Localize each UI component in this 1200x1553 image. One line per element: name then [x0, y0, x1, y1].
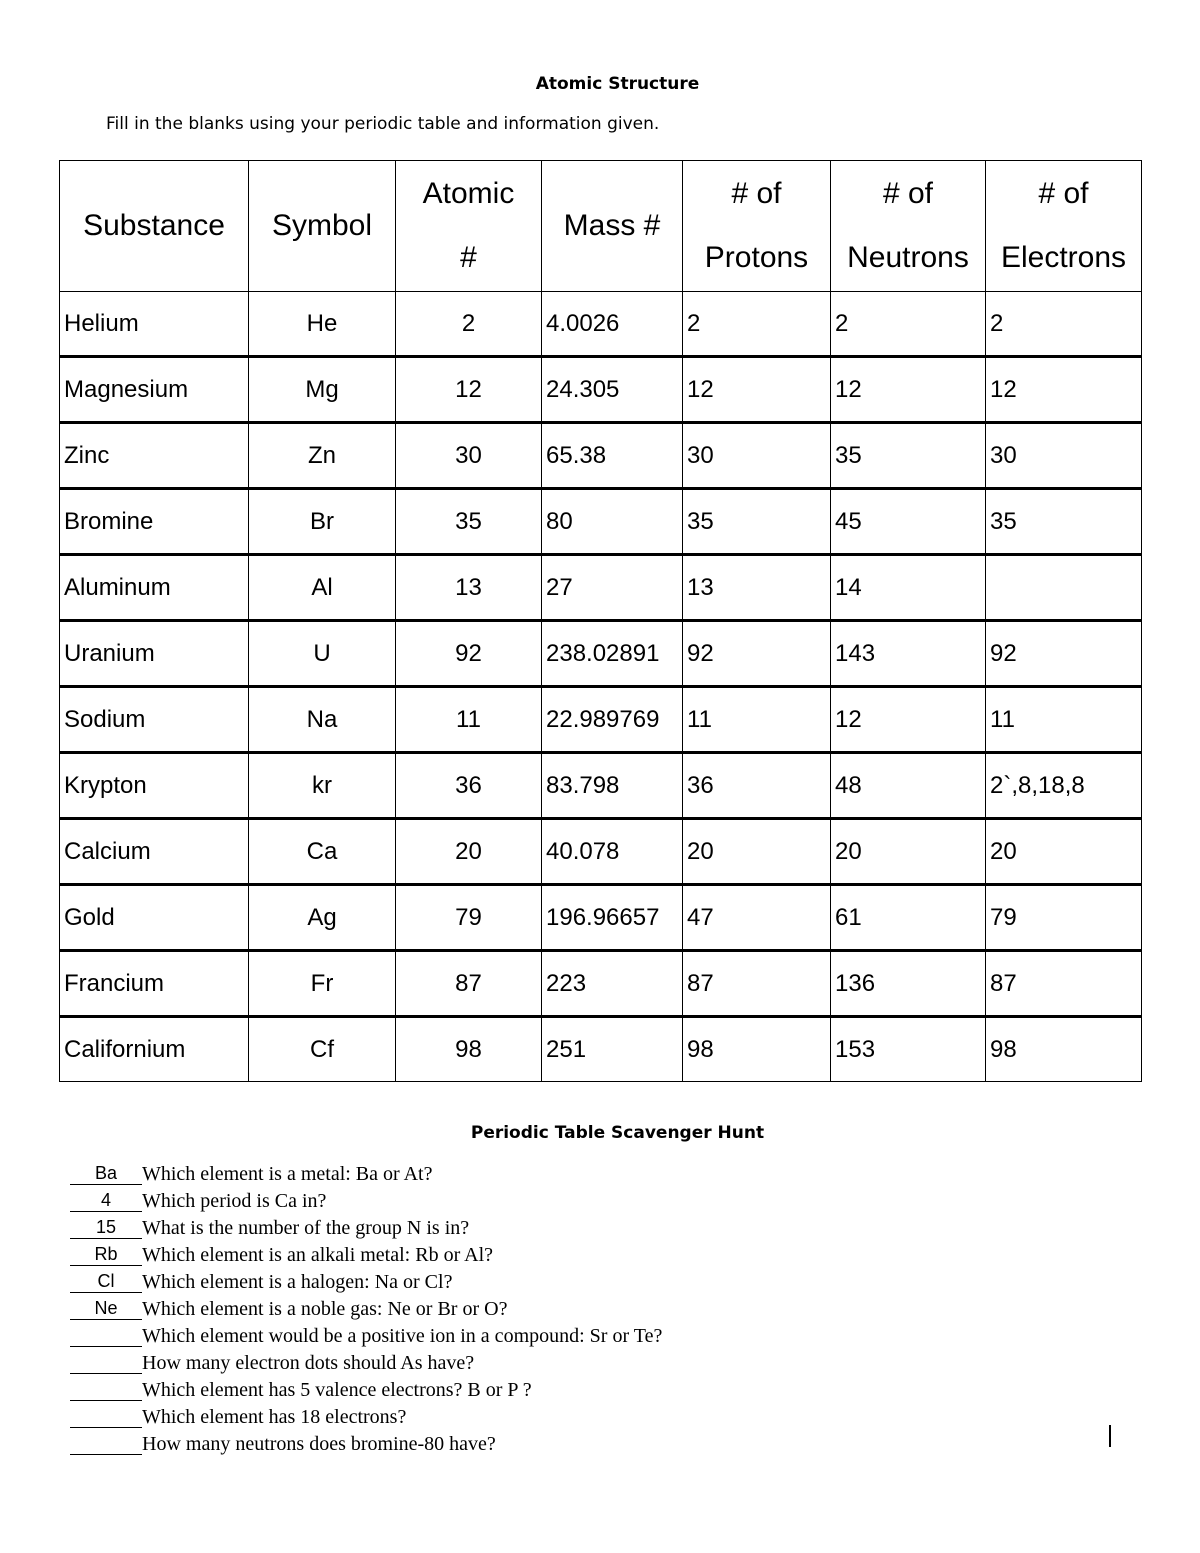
table-row [60, 819, 1142, 885]
table-row [60, 1017, 1142, 1082]
question-text: Which element is an alkali metal: Rb or Al? [142, 1244, 494, 1266]
table-header-row [60, 161, 1142, 292]
header-mass-number [542, 161, 683, 292]
cell-protons[interactable]: 47 [683, 885, 831, 951]
hunt-question [70, 1293, 1070, 1320]
cell-electrons[interactable] [986, 555, 1142, 621]
question-text: How many electron dots should As have? [142, 1352, 475, 1374]
cell-atomic-number[interactable]: 2 [396, 292, 542, 357]
table-row [60, 621, 1142, 687]
cell-symbol[interactable]: Fr [249, 951, 396, 1017]
cell-symbol[interactable]: Al [249, 555, 396, 621]
cell-mass-number[interactable]: 196.96657 [542, 885, 683, 951]
cell-atomic-number[interactable]: 92 [396, 621, 542, 687]
cell-mass-number[interactable]: 40.078 [542, 819, 683, 885]
cell-mass-number[interactable]: 238.02891 [542, 621, 683, 687]
header-label: Mass # [563, 209, 661, 242]
instructions: Fill in the blanks using your periodic table and information given. [106, 114, 660, 134]
cell-substance[interactable]: Zinc [60, 423, 249, 489]
cell-symbol[interactable]: Ag [249, 885, 396, 951]
cell-atomic-number[interactable]: 12 [396, 357, 542, 423]
question-text: Which period is Ca in? [142, 1190, 327, 1212]
cell-atomic-number[interactable]: 87 [396, 951, 542, 1017]
cell-protons[interactable]: 12 [683, 357, 831, 423]
cell-electrons[interactable]: 2 [986, 292, 1142, 357]
cell-protons[interactable]: 13 [683, 555, 831, 621]
cell-substance[interactable]: Uranium [60, 621, 249, 687]
cell-atomic-number[interactable]: 98 [396, 1017, 542, 1082]
answer-blank[interactable] [70, 1351, 142, 1374]
cell-neutrons[interactable]: 45 [831, 489, 986, 555]
cell-atomic-number[interactable]: 13 [396, 555, 542, 621]
cell-atomic-number[interactable]: 11 [396, 687, 542, 753]
table-row [60, 753, 1142, 819]
cell-mass-number[interactable]: 223 [542, 951, 683, 1017]
cell-substance[interactable]: Californium [60, 1017, 249, 1082]
question-text: Which element would be a positive ion in a compound: Sr or Te? [142, 1325, 663, 1347]
cell-atomic-number[interactable]: 20 [396, 819, 542, 885]
answer-blank[interactable]: 15 [70, 1216, 142, 1239]
table-row [60, 555, 1142, 621]
question-text: Which element is a metal: Ba or At? [142, 1163, 433, 1185]
hunt-question [70, 1428, 1070, 1455]
table-row [60, 357, 1142, 423]
answer-blank[interactable]: 4 [70, 1189, 142, 1212]
question-text: Which element has 18 electrons? [142, 1406, 407, 1428]
cell-substance[interactable]: Krypton [60, 753, 249, 819]
header-label: # of [731, 177, 782, 210]
question-text: Which element is a halogen: Na or Cl? [142, 1271, 453, 1293]
cell-substance[interactable]: Helium [60, 292, 249, 357]
cell-atomic-number[interactable]: 36 [396, 753, 542, 819]
text-cursor [1109, 1425, 1111, 1447]
cell-mass-number[interactable]: 4.0026 [542, 292, 683, 357]
table-row [60, 951, 1142, 1017]
answer-blank[interactable]: Cl [70, 1270, 142, 1293]
answer-blank[interactable]: Rb [70, 1243, 142, 1266]
cell-neutrons[interactable]: 14 [831, 555, 986, 621]
hunt-question [70, 1320, 1070, 1347]
cell-substance[interactable]: Francium [60, 951, 249, 1017]
question-text: What is the number of the group N is in? [142, 1217, 470, 1239]
cell-electrons[interactable]: 79 [986, 885, 1142, 951]
header-label: Electrons [1000, 241, 1127, 274]
cell-symbol[interactable]: U [249, 621, 396, 687]
cell-mass-number[interactable]: 22.989769 [542, 687, 683, 753]
header-protons [683, 161, 831, 292]
cell-substance[interactable]: Sodium [60, 687, 249, 753]
cell-mass-number[interactable]: 80 [542, 489, 683, 555]
header-label: # of [882, 177, 934, 210]
cell-electrons[interactable]: 87 [986, 951, 1142, 1017]
cell-substance[interactable]: Gold [60, 885, 249, 951]
hunt-question [70, 1374, 1070, 1401]
header-substance [60, 161, 249, 292]
answer-blank[interactable] [70, 1324, 142, 1347]
hunt-question [70, 1266, 1070, 1293]
table-row [60, 687, 1142, 753]
header-neutrons [831, 161, 986, 292]
cell-symbol[interactable]: Br [249, 489, 396, 555]
answer-blank[interactable] [70, 1432, 142, 1455]
cell-protons[interactable]: 35 [683, 489, 831, 555]
table-row [60, 423, 1142, 489]
cell-electrons[interactable]: 20 [986, 819, 1142, 885]
cell-electrons[interactable]: 98 [986, 1017, 1142, 1082]
cell-electrons[interactable]: 30 [986, 423, 1142, 489]
cell-symbol[interactable]: Mg [249, 357, 396, 423]
answer-blank[interactable]: Ba [70, 1162, 142, 1185]
table-row [60, 292, 1142, 357]
header-label: Atomic [422, 177, 515, 210]
cell-protons[interactable]: 30 [683, 423, 831, 489]
cell-mass-number[interactable]: 65.38 [542, 423, 683, 489]
cell-electrons[interactable]: 2`,8,18,8 [986, 753, 1142, 819]
cell-mass-number[interactable]: 24.305 [542, 357, 683, 423]
cell-protons[interactable]: 2 [683, 292, 831, 357]
cell-symbol[interactable]: Zn [249, 423, 396, 489]
hunt-question [70, 1401, 1070, 1428]
cell-neutrons[interactable]: 136 [831, 951, 986, 1017]
cell-electrons[interactable]: 35 [986, 489, 1142, 555]
cell-neutrons[interactable]: 12 [831, 357, 986, 423]
header-label: Substance [83, 209, 225, 242]
cell-neutrons[interactable]: 143 [831, 621, 986, 687]
cell-atomic-number[interactable]: 79 [396, 885, 542, 951]
hunt-question [70, 1239, 1070, 1266]
header-label: # [460, 241, 477, 274]
header-label: # of [1038, 177, 1089, 210]
cell-symbol[interactable]: He [249, 292, 396, 357]
cell-protons[interactable]: 92 [683, 621, 831, 687]
table-row [60, 885, 1142, 951]
question-text: Which element has 5 valence electrons? B or P ? [142, 1379, 532, 1401]
cell-neutrons[interactable]: 2 [831, 292, 986, 357]
question-text: Which element is a noble gas: Ne or Br or O? [142, 1298, 508, 1320]
question-text: How many neutrons does bromine-80 have? [142, 1433, 496, 1455]
header-symbol [249, 161, 396, 292]
answer-blank[interactable]: Ne [70, 1297, 142, 1320]
cell-substance[interactable]: Bromine [60, 489, 249, 555]
cell-protons[interactable]: 36 [683, 753, 831, 819]
cell-substance[interactable]: Aluminum [60, 555, 249, 621]
cell-neutrons[interactable]: 35 [831, 423, 986, 489]
atomic-structure-table [59, 160, 1142, 1082]
cell-neutrons[interactable]: 12 [831, 687, 986, 753]
cell-symbol[interactable]: Na [249, 687, 396, 753]
header-atomic-number [396, 161, 542, 292]
cell-substance[interactable]: Magnesium [60, 357, 249, 423]
header-label: Protons [704, 241, 809, 274]
cell-protons[interactable]: 98 [683, 1017, 831, 1082]
cell-mass-number[interactable]: 251 [542, 1017, 683, 1082]
cell-neutrons[interactable]: 48 [831, 753, 986, 819]
hunt-question [70, 1212, 1070, 1239]
hunt-question [70, 1185, 1070, 1212]
hunt-question [70, 1347, 1070, 1374]
header-label: Neutrons [847, 241, 969, 274]
answer-blank[interactable] [70, 1405, 142, 1428]
hunt-question [70, 1158, 1070, 1185]
cell-neutrons[interactable]: 20 [831, 819, 986, 885]
cell-protons[interactable]: 20 [683, 819, 831, 885]
answer-blank[interactable] [70, 1378, 142, 1401]
cell-electrons[interactable]: 92 [986, 621, 1142, 687]
header-electrons [986, 161, 1142, 292]
cell-neutrons[interactable]: 61 [831, 885, 986, 951]
scavenger-hunt-title: Periodic Table Scavenger Hunt [470, 1123, 765, 1143]
table-row [60, 489, 1142, 555]
cell-neutrons[interactable]: 153 [831, 1017, 986, 1082]
cell-mass-number[interactable]: 83.798 [542, 753, 683, 819]
cell-protons[interactable]: 11 [683, 687, 831, 753]
page-title: Atomic Structure [535, 74, 700, 94]
cell-atomic-number[interactable]: 30 [396, 423, 542, 489]
cell-electrons[interactable]: 12 [986, 357, 1142, 423]
cell-symbol[interactable]: Cf [249, 1017, 396, 1082]
cell-electrons[interactable]: 11 [986, 687, 1142, 753]
cell-mass-number[interactable]: 27 [542, 555, 683, 621]
header-label: Symbol [271, 209, 373, 242]
cell-substance[interactable]: Calcium [60, 819, 249, 885]
cell-symbol[interactable]: kr [249, 753, 396, 819]
cell-atomic-number[interactable]: 35 [396, 489, 542, 555]
scavenger-hunt-questions [70, 1158, 1070, 1455]
cell-symbol[interactable]: Ca [249, 819, 396, 885]
cell-protons[interactable]: 87 [683, 951, 831, 1017]
